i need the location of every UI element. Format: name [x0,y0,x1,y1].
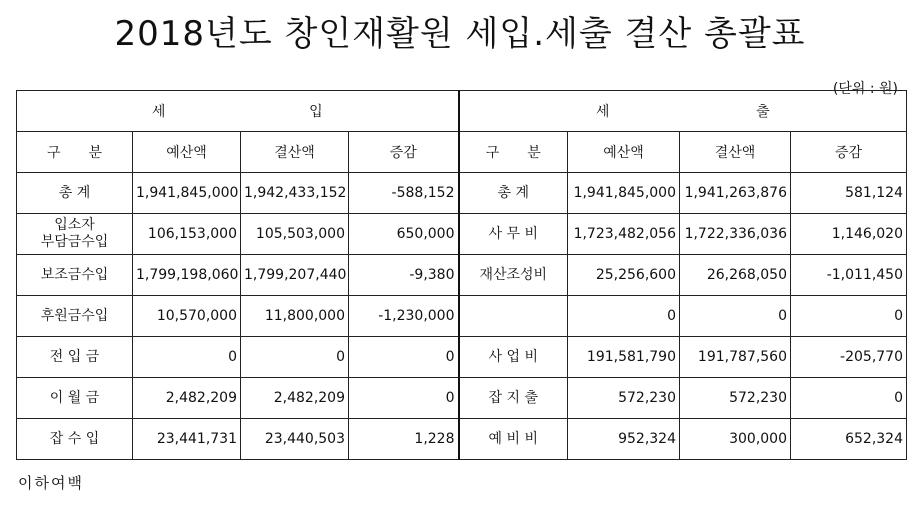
table-row [17,173,907,214]
income-budget-cell: 1,941,845,000 [133,173,241,214]
unit-label: (단위 : 원) [832,81,898,97]
income-change-cell: -1,230,000 [349,296,459,337]
income-col-category: 구 분 [17,132,133,173]
expense-category-cell: 사 업 비 [459,337,568,378]
income-category-cell: 잡 수 입 [17,419,133,460]
income-budget-cell: 106,153,000 [133,214,241,255]
expense-settlement-cell: 572,230 [680,378,791,419]
expense-header-left: 세 [595,104,610,120]
expense-category-cell [459,296,568,337]
income-settlement-cell: 1,942,433,152 [241,173,349,214]
income-budget-cell: 10,570,000 [133,296,241,337]
settlement-table [16,90,907,460]
income-change-cell: 0 [349,378,459,419]
expense-change-cell: 1,146,020 [791,214,907,255]
income-category-cell: 입소자 부담금수입 [17,214,133,255]
income-header-left: 세 [151,104,166,120]
expense-category-cell: 잡 지 출 [459,378,568,419]
income-header-right: 입 [309,104,323,120]
expense-section-header [459,91,907,132]
income-budget-cell: 2,482,209 [133,378,241,419]
income-change-cell: 650,000 [349,214,459,255]
income-category-cell: 전 입 금 [17,337,133,378]
income-settlement-cell: 2,482,209 [241,378,349,419]
expense-settlement-cell: 0 [680,296,791,337]
expense-header-right: 출 [756,104,770,120]
expense-budget-cell: 25,256,600 [568,255,680,296]
expense-category-cell: 총 계 [459,173,568,214]
expense-settlement-cell: 1,941,263,876 [680,173,791,214]
table-row [17,214,907,255]
income-category-cell: 보조금수입 [17,255,133,296]
income-settlement-cell: 0 [241,337,349,378]
table-row [17,337,907,378]
expense-category-cell: 사 무 비 [459,214,568,255]
expense-category-cell: 예 비 비 [459,419,568,460]
expense-col-change: 증감 [791,132,907,173]
expense-col-settlement: 결산액 [680,132,791,173]
income-col-budget: 예산액 [133,132,241,173]
expense-budget-cell: 191,581,790 [568,337,680,378]
expense-change-cell: -1,011,450 [791,255,907,296]
income-col-change: 증감 [349,132,459,173]
column-header-row [17,132,907,173]
expense-change-cell: -205,770 [791,337,907,378]
table-row [17,378,907,419]
income-category-cell: 후원금수입 [17,296,133,337]
income-category-cell: 이 월 금 [17,378,133,419]
income-budget-cell: 1,799,198,060 [133,255,241,296]
expense-budget-cell: 1,723,482,056 [568,214,680,255]
expense-category-cell: 재산조성비 [459,255,568,296]
expense-settlement-cell: 300,000 [680,419,791,460]
expense-budget-cell: 952,324 [568,419,680,460]
income-change-cell: 1,228 [349,419,459,460]
page-title: 2018년도 창인재활원 세입.세출 결산 총괄표 [114,14,806,54]
section-header-row [17,91,907,132]
expense-settlement-cell: 191,787,560 [680,337,791,378]
expense-change-cell: 0 [791,296,907,337]
income-budget-cell: 23,441,731 [133,419,241,460]
expense-change-cell: 581,124 [791,173,907,214]
income-col-settlement: 결산액 [241,132,349,173]
income-settlement-cell: 105,503,000 [241,214,349,255]
income-change-cell: 0 [349,337,459,378]
income-change-cell: -588,152 [349,173,459,214]
footer-note: 이하여백 [18,474,84,492]
income-budget-cell: 0 [133,337,241,378]
income-settlement-cell: 23,440,503 [241,419,349,460]
income-category-cell: 총 계 [17,173,133,214]
income-settlement-cell: 11,800,000 [241,296,349,337]
expense-budget-cell: 0 [568,296,680,337]
table-row [17,296,907,337]
expense-settlement-cell: 1,722,336,036 [680,214,791,255]
expense-change-cell: 652,324 [791,419,907,460]
expense-change-cell: 0 [791,378,907,419]
income-settlement-cell: 1,799,207,440 [241,255,349,296]
income-change-cell: -9,380 [349,255,459,296]
table-row [17,255,907,296]
expense-budget-cell: 572,230 [568,378,680,419]
expense-budget-cell: 1,941,845,000 [568,173,680,214]
expense-settlement-cell: 26,268,050 [680,255,791,296]
table-row [17,419,907,460]
expense-col-category: 구 분 [459,132,568,173]
income-section-header [17,91,459,132]
expense-col-budget: 예산액 [568,132,680,173]
